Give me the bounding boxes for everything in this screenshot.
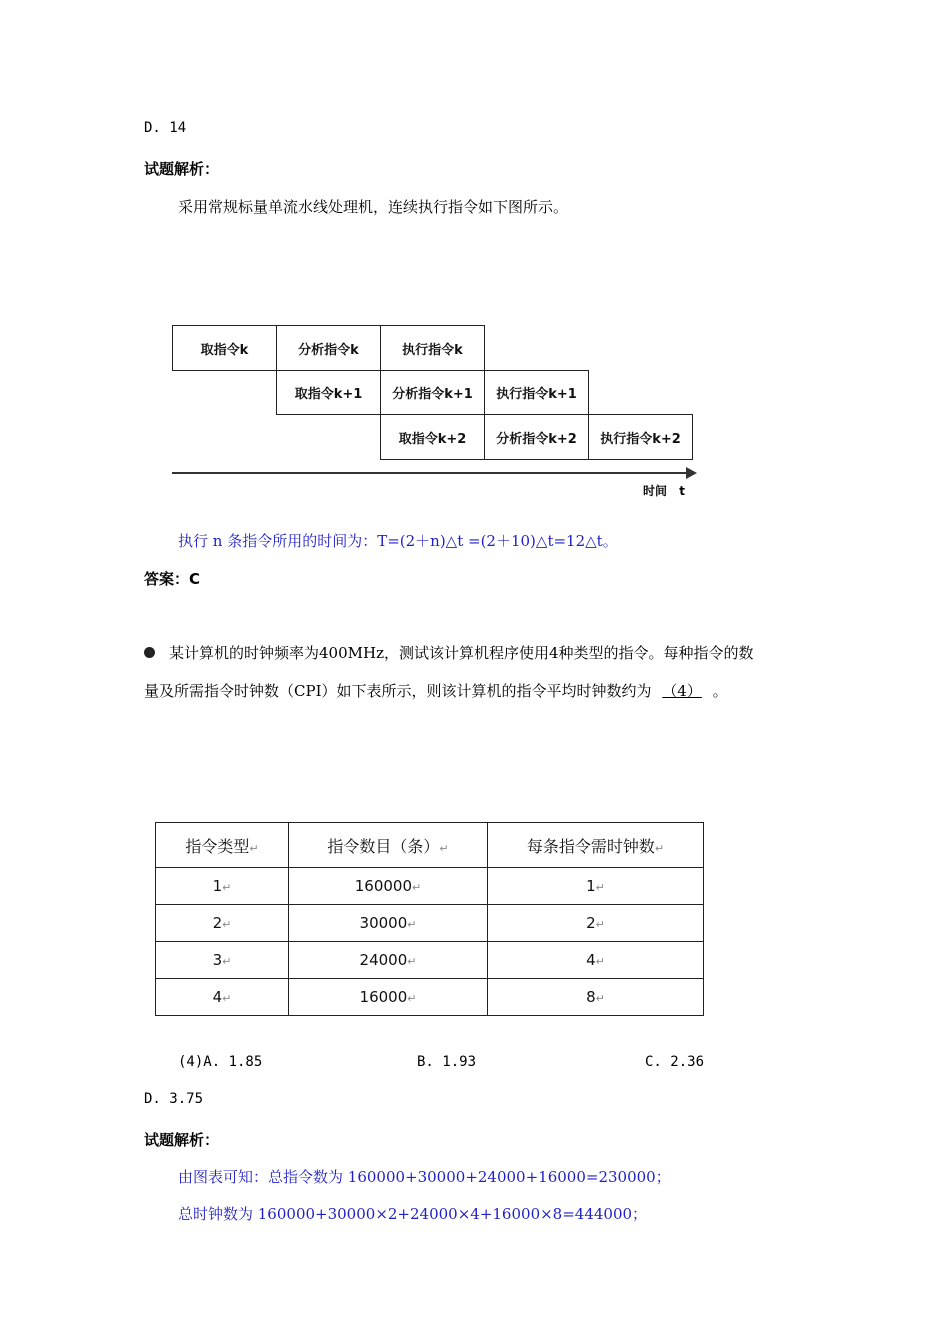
analysis-label-prev: 试题解析： [144, 160, 220, 178]
table-header-cell: 每条指令需时钟数↵ [488, 823, 704, 868]
table-cell: 16000↵ [289, 979, 488, 1016]
time-axis [172, 472, 688, 474]
analysis-label: 试题解析： [144, 1131, 220, 1149]
option-b: B. 1.93 [417, 1054, 477, 1070]
table-header-row [156, 823, 704, 868]
pipeline-cell-exec-k2: 执行指令k+2 [588, 414, 693, 460]
table-cell: 24000↵ [289, 942, 488, 979]
table-row [156, 905, 704, 942]
table-cell: 160000↵ [289, 868, 488, 905]
answer-prev: 答案：C [144, 570, 201, 588]
table-cell: 8↵ [488, 979, 704, 1016]
option-a: (4)A. 1.85 [178, 1054, 263, 1070]
table-row [156, 942, 704, 979]
table-cell: 1↵ [156, 868, 289, 905]
pipeline-cell-exec-k1: 执行指令k+1 [484, 370, 589, 415]
time-axis-arrow-icon [686, 467, 697, 479]
pipeline-cell-decode-k2: 分析指令k+2 [484, 414, 589, 460]
option-c: C. 2.36 [645, 1054, 705, 1070]
question-stem-line1: 某计算机的时钟频率为400MHz，测试该计算机程序使用4种类型的指令。每种指令的数 [144, 642, 754, 663]
pipeline-cell-decode-k: 分析指令k [276, 325, 381, 371]
table-cell: 2↵ [488, 905, 704, 942]
question-stem-line2: 量及所需指令时钟数（CPI）如下表所示，则该计算机的指令平均时钟数约为 （4） 。 [144, 682, 728, 700]
option-d: D. 3.75 [144, 1091, 204, 1107]
time-formula: 执行 n 条指令所用的时间为：T=(2＋n)△t =(2＋10)△t=12△t。 [178, 532, 618, 550]
option-d-prev: D. 14 [144, 120, 187, 136]
pipeline-cell-exec-k: 执行指令k [380, 325, 485, 371]
analysis-text-prev: 采用常规标量单流水线处理机，连续执行指令如下图所示。 [178, 198, 569, 216]
pipeline-cell-fetch-k1: 取指令k+1 [276, 370, 381, 415]
time-axis-label: 时间 t [643, 484, 685, 498]
question-blank: （4） [662, 682, 702, 700]
pipeline-cell-decode-k1: 分析指令k+1 [380, 370, 485, 415]
analysis-line2: 总时钟数为 160000+30000×2+24000×4+16000×8=444000； [178, 1205, 648, 1223]
table-cell: 3↵ [156, 942, 289, 979]
table-row [156, 868, 704, 905]
table-cell: 4↵ [156, 979, 289, 1016]
pipeline-cell-fetch-k2: 取指令k+2 [380, 414, 485, 460]
table-cell: 1↵ [488, 868, 704, 905]
table-row [156, 979, 704, 1016]
table-header-cell: 指令类型↵ [156, 823, 289, 868]
table-cell: 2↵ [156, 905, 289, 942]
cpi-table [155, 822, 704, 1016]
table-cell: 4↵ [488, 942, 704, 979]
pipeline-cell-fetch-k: 取指令k [172, 325, 277, 371]
table-cell: 30000↵ [289, 905, 488, 942]
analysis-line1: 由图表可知：总指令数为 160000+30000+24000+16000=230000； [178, 1168, 671, 1186]
table-header-cell: 指令数目（条）↵ [289, 823, 488, 868]
bullet-icon [144, 647, 155, 658]
